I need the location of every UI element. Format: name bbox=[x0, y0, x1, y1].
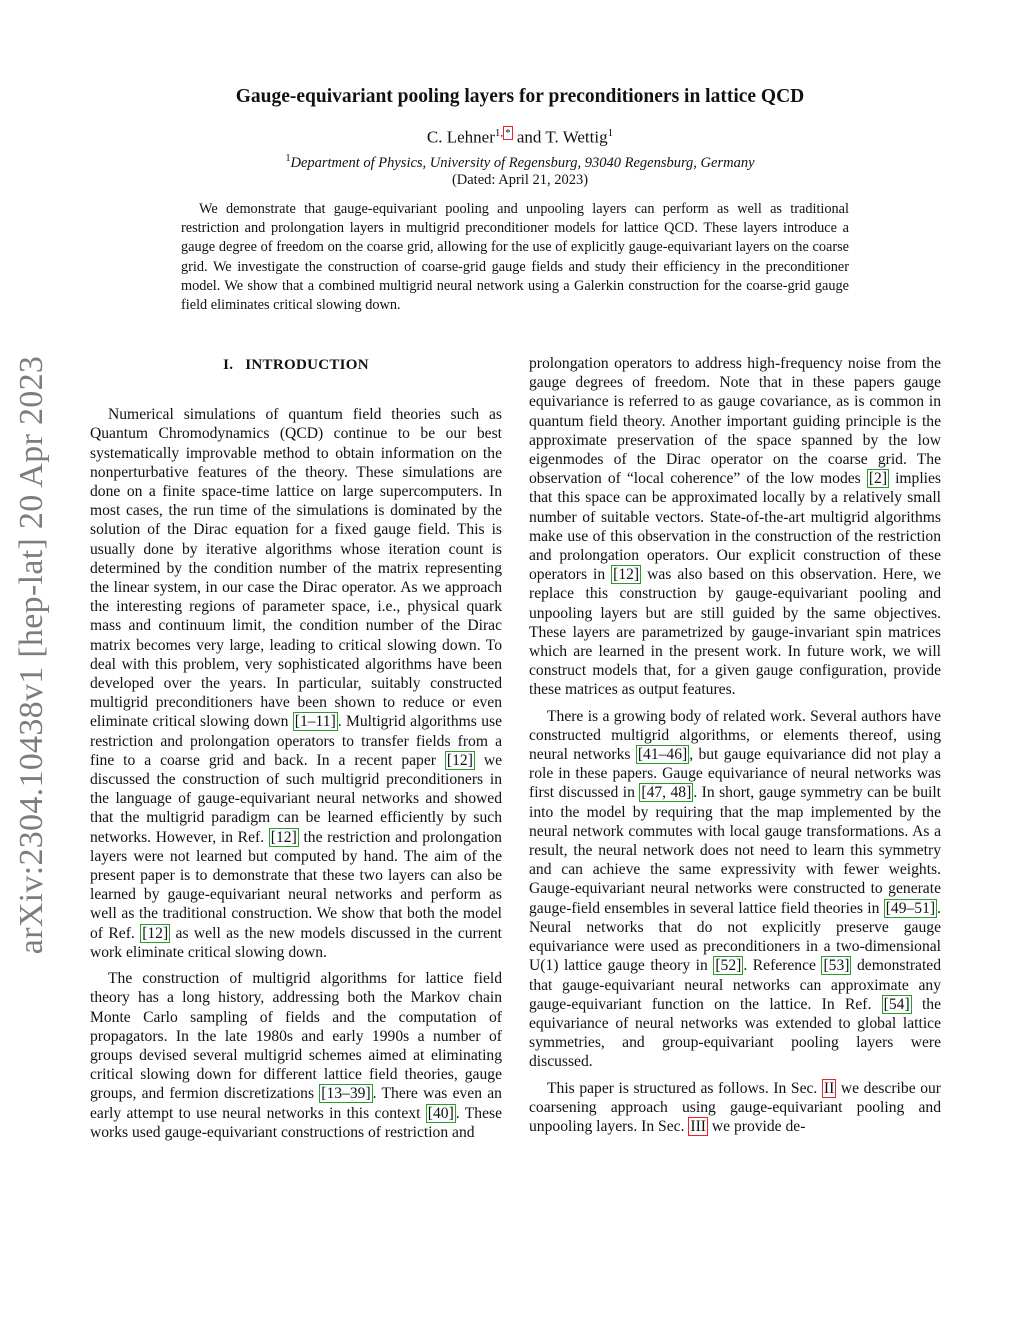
affiliation-marker: 1 bbox=[285, 153, 291, 164]
text-run: implies that this space can be approximated locally by a relatively small number of suitable vectors. State-of-the-art multigrid algorithms make use of this observation in the construction of the restriction and prolongation operators. Our explicit construction of these operators in bbox=[529, 470, 942, 584]
text-run: . In short, gauge symmetry can be built into the model by requiring that the map implemented by the neural network commutes with local gauge transformations. As a result, the neural network does not need to learn this symmetry and can achieve the same expressivity with fewer weights. Gauge-equivariant neural networks were constructed to generate gauge-field ensembles in several lattice field theories in bbox=[529, 784, 941, 917]
text-run: Numerical simulations of quantum field theories such as Quantum Chromodynamics (QCD) continue to be our best systematically improvable method to obtain information on the nonperturbative features of the theory. These simulations are done on a finite space-time lattice on large supercomputers. In most cases, the run time of the simulations is dominated by the solution of the Dirac equation for a fixed gauge field. This is usually done by iterative algorithms whose iteration count is determined by the condition number of the matrix representing the linear system, in our case the Dirac operator. As we approach the interesting regions of parameter space, i.e., physical quark mass and continuum limit, the condition number of the Dirac matrix becomes very large, leading to critical slowing down. To deal with this problem, very sophisticated algorithms have been developed over the years. In particular, suitably constructed multigrid preconditioners have been shown to reduce or even eliminate critical slowing down bbox=[90, 406, 502, 731]
text-run: This paper is structured as follows. In Sec. bbox=[547, 1079, 818, 1097]
date-line: (Dated: April 21, 2023) bbox=[451, 172, 589, 188]
text-run: . There was even an early attempt to use neural networks in this context bbox=[90, 1085, 502, 1122]
citation-link[interactable]: [12] bbox=[446, 751, 473, 769]
intro-paragraph-4 bbox=[529, 1079, 941, 1137]
citation-link[interactable]: [47, 48] bbox=[641, 784, 692, 802]
text-run: prolongation operators to address high-frequency noise from the gauge degrees of freedom. Note that in these papers gauge equivariance is referred to as gauge covariance, as is common in quantum field theory. Another important guiding principle is the approximate preservation of the space spanned by the low eigenmodes of the Dirac operator on the coarse grid. The observation of “local coherence” of the low modes bbox=[529, 355, 941, 488]
arxiv-side-stamp bbox=[2, 355, 62, 955]
section-ref-link[interactable]: II bbox=[823, 1079, 835, 1097]
text-run: . These works used gauge-equivariant constructions of restriction and bbox=[90, 1104, 502, 1141]
citation-link[interactable]: [12] bbox=[270, 828, 297, 846]
citation-link[interactable]: [40] bbox=[427, 1104, 454, 1122]
author-wettig-affil: 1 bbox=[607, 127, 614, 139]
citation-link[interactable]: [41–46] bbox=[637, 746, 688, 764]
affiliation bbox=[60, 153, 980, 172]
citation-link[interactable]: [12] bbox=[613, 566, 640, 584]
author-list bbox=[60, 127, 980, 148]
right-column bbox=[529, 354, 941, 1143]
citation-link[interactable]: [52] bbox=[715, 957, 742, 975]
citation-link[interactable]: [2] bbox=[868, 470, 888, 488]
text-run: . Multigrid algorithms use restriction and prolongation operators to transfer fields from a fine to a coarse grid and back. In a recent paper bbox=[90, 713, 502, 769]
text-run: the restriction and prolongation layers were not learned but computed by hand. The aim of the present paper is to demonstrate that these two layers can also be learned by gauge-equivariant neural networks and perform as well as the traditional construction. We show that both the model of Ref. bbox=[90, 828, 502, 942]
text-run: . Reference bbox=[743, 957, 816, 975]
arxiv-identifier[interactable]: arXiv:2304.10438v1 [hep-lat] 20 Apr 2023 bbox=[13, 355, 50, 955]
left-column bbox=[90, 354, 502, 1149]
intro-paragraph-1 bbox=[90, 405, 502, 962]
text-run: we provide de- bbox=[707, 1117, 806, 1135]
author-wettig: T. Wettig bbox=[545, 127, 608, 147]
intro-paragraph-2-continued bbox=[529, 354, 941, 700]
citation-link[interactable]: [53] bbox=[823, 957, 850, 975]
text-run: we describe our coarsening approach using gauge-equivariant pooling and unpooling layers. In Sec. bbox=[529, 1079, 941, 1135]
citation-link[interactable]: [49–51] bbox=[885, 899, 936, 917]
intro-paragraph-2 bbox=[90, 969, 502, 1142]
author-lehner-affil bbox=[495, 126, 513, 140]
paper-title: Gauge-equivariant pooling layers for preconditioners in lattice QCD bbox=[235, 86, 805, 107]
section-title: INTRODUCTION bbox=[245, 357, 369, 373]
citation-link[interactable]: [54] bbox=[883, 995, 910, 1013]
text-run: we discussed the construction of such multigrid preconditioners in the language of gauge-equivariant neural networks and showed that the multigrid paradigm can be learned efficiently by such networks. However, in Ref. bbox=[90, 751, 502, 846]
section-ref-link[interactable]: III bbox=[690, 1117, 706, 1135]
section-heading-introduction bbox=[90, 354, 502, 375]
text-run: the equivariance of neural networks was extended to global lattice symmetries, and group-equivariant pooling layers were discussed. bbox=[529, 995, 941, 1071]
citation-link[interactable]: [13–39] bbox=[321, 1085, 371, 1103]
text-run: was also based on this observation. Here, we replace this construction by gauge-equivariant pooling and unpooling layers but are still guided by the same objectives. These layers are parametrized by gauge-invariant spin matrices which are learned in the present work. In future work, we will construct models that, for a given gauge configuration, provide these matrices as output features. bbox=[529, 566, 941, 699]
text-run: . Neural networks that do not explicitly preserve gauge equivariance were used as preconditioners in a two-dimensional U(1) lattice gauge theory in bbox=[529, 899, 941, 975]
abstract: We demonstrate that gauge-equivariant pooling and unpooling layers can perform as well as traditional restriction and prolongation layers in multigrid preconditioner models for lattice QCD. These layers introduce a gauge degree of freedom on the coarse grid, allowing for the use of explicitly gauge-equivariant layers on the coarse grid. We investigate the construction of coarse-grid gauge fields and study their efficiency in the preconditioner model. We show that a combined multigrid neural network using a Galerkin construction for the coarse-grid gauge field eliminates critical slowing down. bbox=[181, 201, 849, 314]
corresponding-author-link[interactable]: * bbox=[505, 127, 511, 139]
affiliation-text: Department of Physics, University of Regensburg, 93040 Regensburg, Germany bbox=[290, 154, 755, 171]
text-run: demonstrated that gauge-equivariant neural networks can approximate any gauge-equivariant function on the lattice. In Ref. bbox=[529, 957, 941, 1013]
citation-link[interactable]: [1–11] bbox=[294, 713, 336, 731]
text-run: The construction of multigrid algorithms for lattice field theory has a long history, addressing both the Markov chain Monte Carlo sampling of fields and the computation of propagators. In the late 1980s and early 1990s a number of groups devised several multigrid schemes aimed at eliminating critical slowing down for different lattice field theories, gauge groups, and fermion discretizations bbox=[90, 970, 502, 1103]
author-lehner: C. Lehner bbox=[426, 127, 495, 147]
text-run: , but gauge equivariance did not play a role in these papers. Gauge equivariance of neural networks was first discussed in bbox=[529, 746, 941, 802]
text-run: There is a growing body of related work. Several authors have constructed multigrid algorithms, or elements thereof, using neural networks bbox=[529, 707, 941, 764]
section-number: I. bbox=[223, 357, 234, 373]
text-run: as well as the new models discussed in the current work eliminate critical slowing down. bbox=[90, 924, 502, 961]
affil-marker: 1, bbox=[494, 127, 504, 139]
author-conjunction: and bbox=[516, 127, 542, 147]
citation-link[interactable]: [12] bbox=[142, 924, 169, 942]
intro-paragraph-3 bbox=[529, 707, 941, 1072]
